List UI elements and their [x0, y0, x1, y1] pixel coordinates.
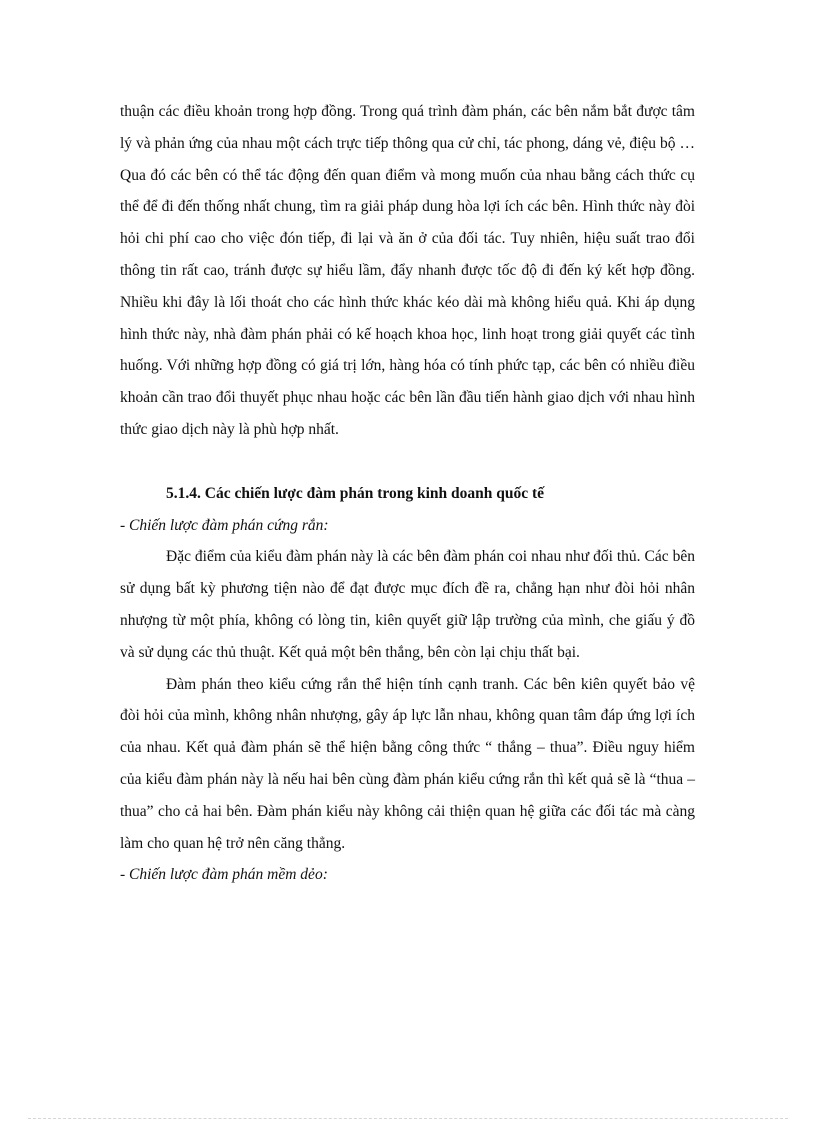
document-page [120, 96, 695, 891]
subheading-soft-strategy: - Chiến lược đàm phán mềm dẻo: [120, 866, 328, 884]
paragraph-hard-strategy-definition: Đặc điểm của kiểu đàm phán này là các bên đàm phán coi nhau như đối thủ. Các bên sử dụng bất kỳ phương tiện nào để đạt được mục đích đề ra, chẳng hạn như đòi hỏi nhân nhượng từ một phía, không có lòng tin, kiên quyết giữ lập trường của mình, che giấu ý đồ và sử dụng các thủ thuật. Kết quả một bên thắng, bên còn lại chịu thất bại. [120, 548, 695, 661]
page-bottom-divider [28, 1118, 788, 1119]
paragraph-direct-negotiation: thuận các điều khoản trong hợp đồng. Trong quá trình đàm phán, các bên nắm bắt được tâm lý và phản ứng của nhau một cách trực tiếp thông qua cử chỉ, tác phong, dáng vẻ, điệu bộ … Qua đó các bên có thể tác động đến quan điểm và mong muốn của nhau bằng cách thức cụ thể để đi đến thống nhất chung, tìm ra giải pháp dung hòa lợi ích các bên. Hình thức này đòi hỏi chi phí cao cho việc đón tiếp, đi lại và ăn ở của đối tác. Tuy nhiên, hiệu suất trao đổi thông tin rất cao, tránh được sự hiểu lầm, đẩy nhanh được tốc độ đi đến ký kết hợp đồng. Nhiều khi đây là lối thoát cho các hình thức khác kéo dài mà không hiểu quả. Khi áp dụng hình thức này, nhà đàm phán phải có kế hoạch khoa học, linh hoạt trong giải quyết các tình huống. Với những hợp đồng có giá trị lớn, hàng hóa có tính phức tạp, các bên có nhiều điều khoản cần trao đổi thuyết phục nhau hoặc các bên lần đầu tiến hành giao dịch với nhau hình thức giao dịch này là phù hợp nhất. [120, 103, 695, 438]
section-heading: 5.1.4. Các chiến lược đàm phán trong kinh doanh quốc tế [166, 484, 545, 502]
paragraph-hard-strategy-consequences: Đàm phán theo kiểu cứng rắn thể hiện tính cạnh tranh. Các bên kiên quyết bảo vệ đòi hỏi của mình, không nhân nhượng, gây áp lực lẫn nhau, không quan tâm đáp ứng lợi ích của nhau. Kết quả đàm phán sẽ thể hiện bằng công thức “ thắng – thua”. Điều nguy hiểm của kiểu đàm phán này là nếu hai bên cùng đàm phán kiểu cứng rắn thì kết quả sẽ là “thua – thua” cho cả hai bên. Đàm phán kiểu này không cải thiện quan hệ giữa các đối tác mà càng làm cho quan hệ trở nên căng thẳng. [120, 675, 695, 852]
subheading-hard-strategy: - Chiến lược đàm phán cứng rắn: [120, 516, 329, 534]
